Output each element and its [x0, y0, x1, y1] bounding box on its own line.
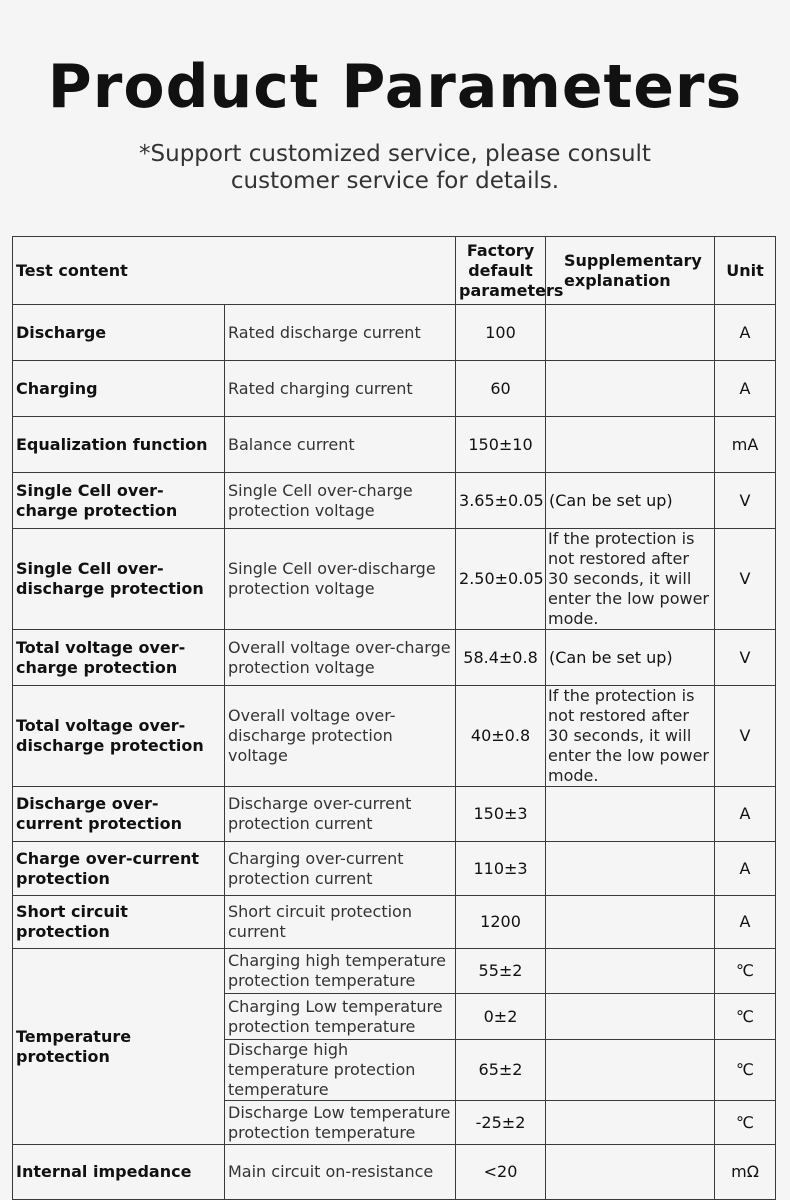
row-note — [546, 994, 715, 1040]
row-value: 0±2 — [456, 994, 546, 1040]
row-item: Main circuit on-resistance — [225, 1145, 456, 1200]
row-value: 60 — [456, 361, 546, 417]
row-item: Charging high temperature protection temperature — [225, 949, 456, 994]
row-item: Balance current — [225, 417, 456, 473]
row-note — [546, 1101, 715, 1145]
row-note — [546, 787, 715, 842]
row-unit: V — [715, 473, 776, 529]
row-note: If the protection is not restored after 30 seconds, it will enter the low power mode. — [546, 529, 715, 630]
row-unit: ℃ — [715, 1040, 776, 1101]
row-value: -25±2 — [456, 1101, 546, 1145]
subtitle-line-1: *Support customized service, please consult — [139, 141, 651, 167]
row-category: Equalization function — [13, 417, 225, 473]
row-item: Single Cell over-charge protection voltage — [225, 473, 456, 529]
row-value: 65±2 — [456, 1040, 546, 1101]
row-note — [546, 361, 715, 417]
row-unit: A — [715, 842, 776, 896]
row-unit: mΩ — [715, 1145, 776, 1200]
row-item: Discharge high temperature protection temperature — [225, 1040, 456, 1101]
row-category: Single Cell over-charge protection — [13, 473, 225, 529]
row-unit: A — [715, 305, 776, 361]
row-item: Short circuit protection current — [225, 896, 456, 949]
row-value: 110±3 — [456, 842, 546, 896]
row-item: Single Cell over-discharge protection voltage — [225, 529, 456, 630]
table-row — [13, 417, 776, 473]
row-value: 100 — [456, 305, 546, 361]
row-category: Total voltage over-discharge protection — [13, 686, 225, 787]
row-item: Rated charging current — [225, 361, 456, 417]
row-value: 3.65±0.05 — [456, 473, 546, 529]
row-value: 150±3 — [456, 787, 546, 842]
row-item: Discharge Low temperature protection temperature — [225, 1101, 456, 1145]
table-row — [13, 949, 776, 994]
header-test-content: Test content — [13, 237, 456, 305]
table-row — [13, 896, 776, 949]
table-row — [13, 787, 776, 842]
header-unit: Unit — [715, 237, 776, 305]
header-factory-default: Factory default parameters — [456, 237, 546, 305]
row-value: 40±0.8 — [456, 686, 546, 787]
row-category: Charge over-current protection — [13, 842, 225, 896]
row-note: (Can be set up) — [546, 473, 715, 529]
row-value: 150±10 — [456, 417, 546, 473]
row-category: Charging — [13, 361, 225, 417]
row-note — [546, 842, 715, 896]
row-note: (Can be set up) — [546, 630, 715, 686]
row-category: Single Cell over-discharge protection — [13, 529, 225, 630]
row-note — [546, 1040, 715, 1101]
row-unit: V — [715, 529, 776, 630]
row-item: Rated discharge current — [225, 305, 456, 361]
row-unit: ℃ — [715, 994, 776, 1040]
row-note — [546, 949, 715, 994]
table-row — [13, 529, 776, 630]
table-row — [13, 630, 776, 686]
row-item: Charging over-current protection current — [225, 842, 456, 896]
row-value: 55±2 — [456, 949, 546, 994]
row-note — [546, 417, 715, 473]
page-subtitle — [0, 141, 790, 195]
row-category: Short circuit protection — [13, 896, 225, 949]
row-value: 2.50±0.05 — [456, 529, 546, 630]
row-category: Discharge over-current protection — [13, 787, 225, 842]
row-category: Discharge — [13, 305, 225, 361]
row-item: Discharge over-current protection current — [225, 787, 456, 842]
row-unit: A — [715, 361, 776, 417]
row-category: Total voltage over-charge protection — [13, 630, 225, 686]
row-note: If the protection is not restored after 30 seconds, it will enter the low power mode. — [546, 686, 715, 787]
row-unit: A — [715, 896, 776, 949]
table-row — [13, 361, 776, 417]
row-unit: ℃ — [715, 949, 776, 994]
page-title: Product Parameters — [47, 52, 743, 122]
row-value: <20 — [456, 1145, 546, 1200]
row-item: Charging Low temperature protection temperature — [225, 994, 456, 1040]
table-header-row — [13, 237, 776, 305]
table-row — [13, 1145, 776, 1200]
row-unit: V — [715, 686, 776, 787]
row-category: Temperature protection — [13, 949, 225, 1145]
table-row — [13, 305, 776, 361]
row-unit: mA — [715, 417, 776, 473]
row-note — [546, 896, 715, 949]
subtitle-line-2: customer service for details. — [230, 168, 560, 194]
row-unit: ℃ — [715, 1101, 776, 1145]
table-row — [13, 473, 776, 529]
row-unit: A — [715, 787, 776, 842]
row-category: Internal impedance — [13, 1145, 225, 1200]
row-item: Overall voltage over-charge protection voltage — [225, 630, 456, 686]
table-row — [13, 842, 776, 896]
row-value: 58.4±0.8 — [456, 630, 546, 686]
table-row — [13, 686, 776, 787]
row-item: Overall voltage over-discharge protection voltage — [225, 686, 456, 787]
parameters-table — [12, 236, 776, 1200]
row-unit: V — [715, 630, 776, 686]
header-supplementary: Supplementary explanation — [546, 237, 715, 305]
row-note — [546, 305, 715, 361]
row-note — [546, 1145, 715, 1200]
row-value: 1200 — [456, 896, 546, 949]
